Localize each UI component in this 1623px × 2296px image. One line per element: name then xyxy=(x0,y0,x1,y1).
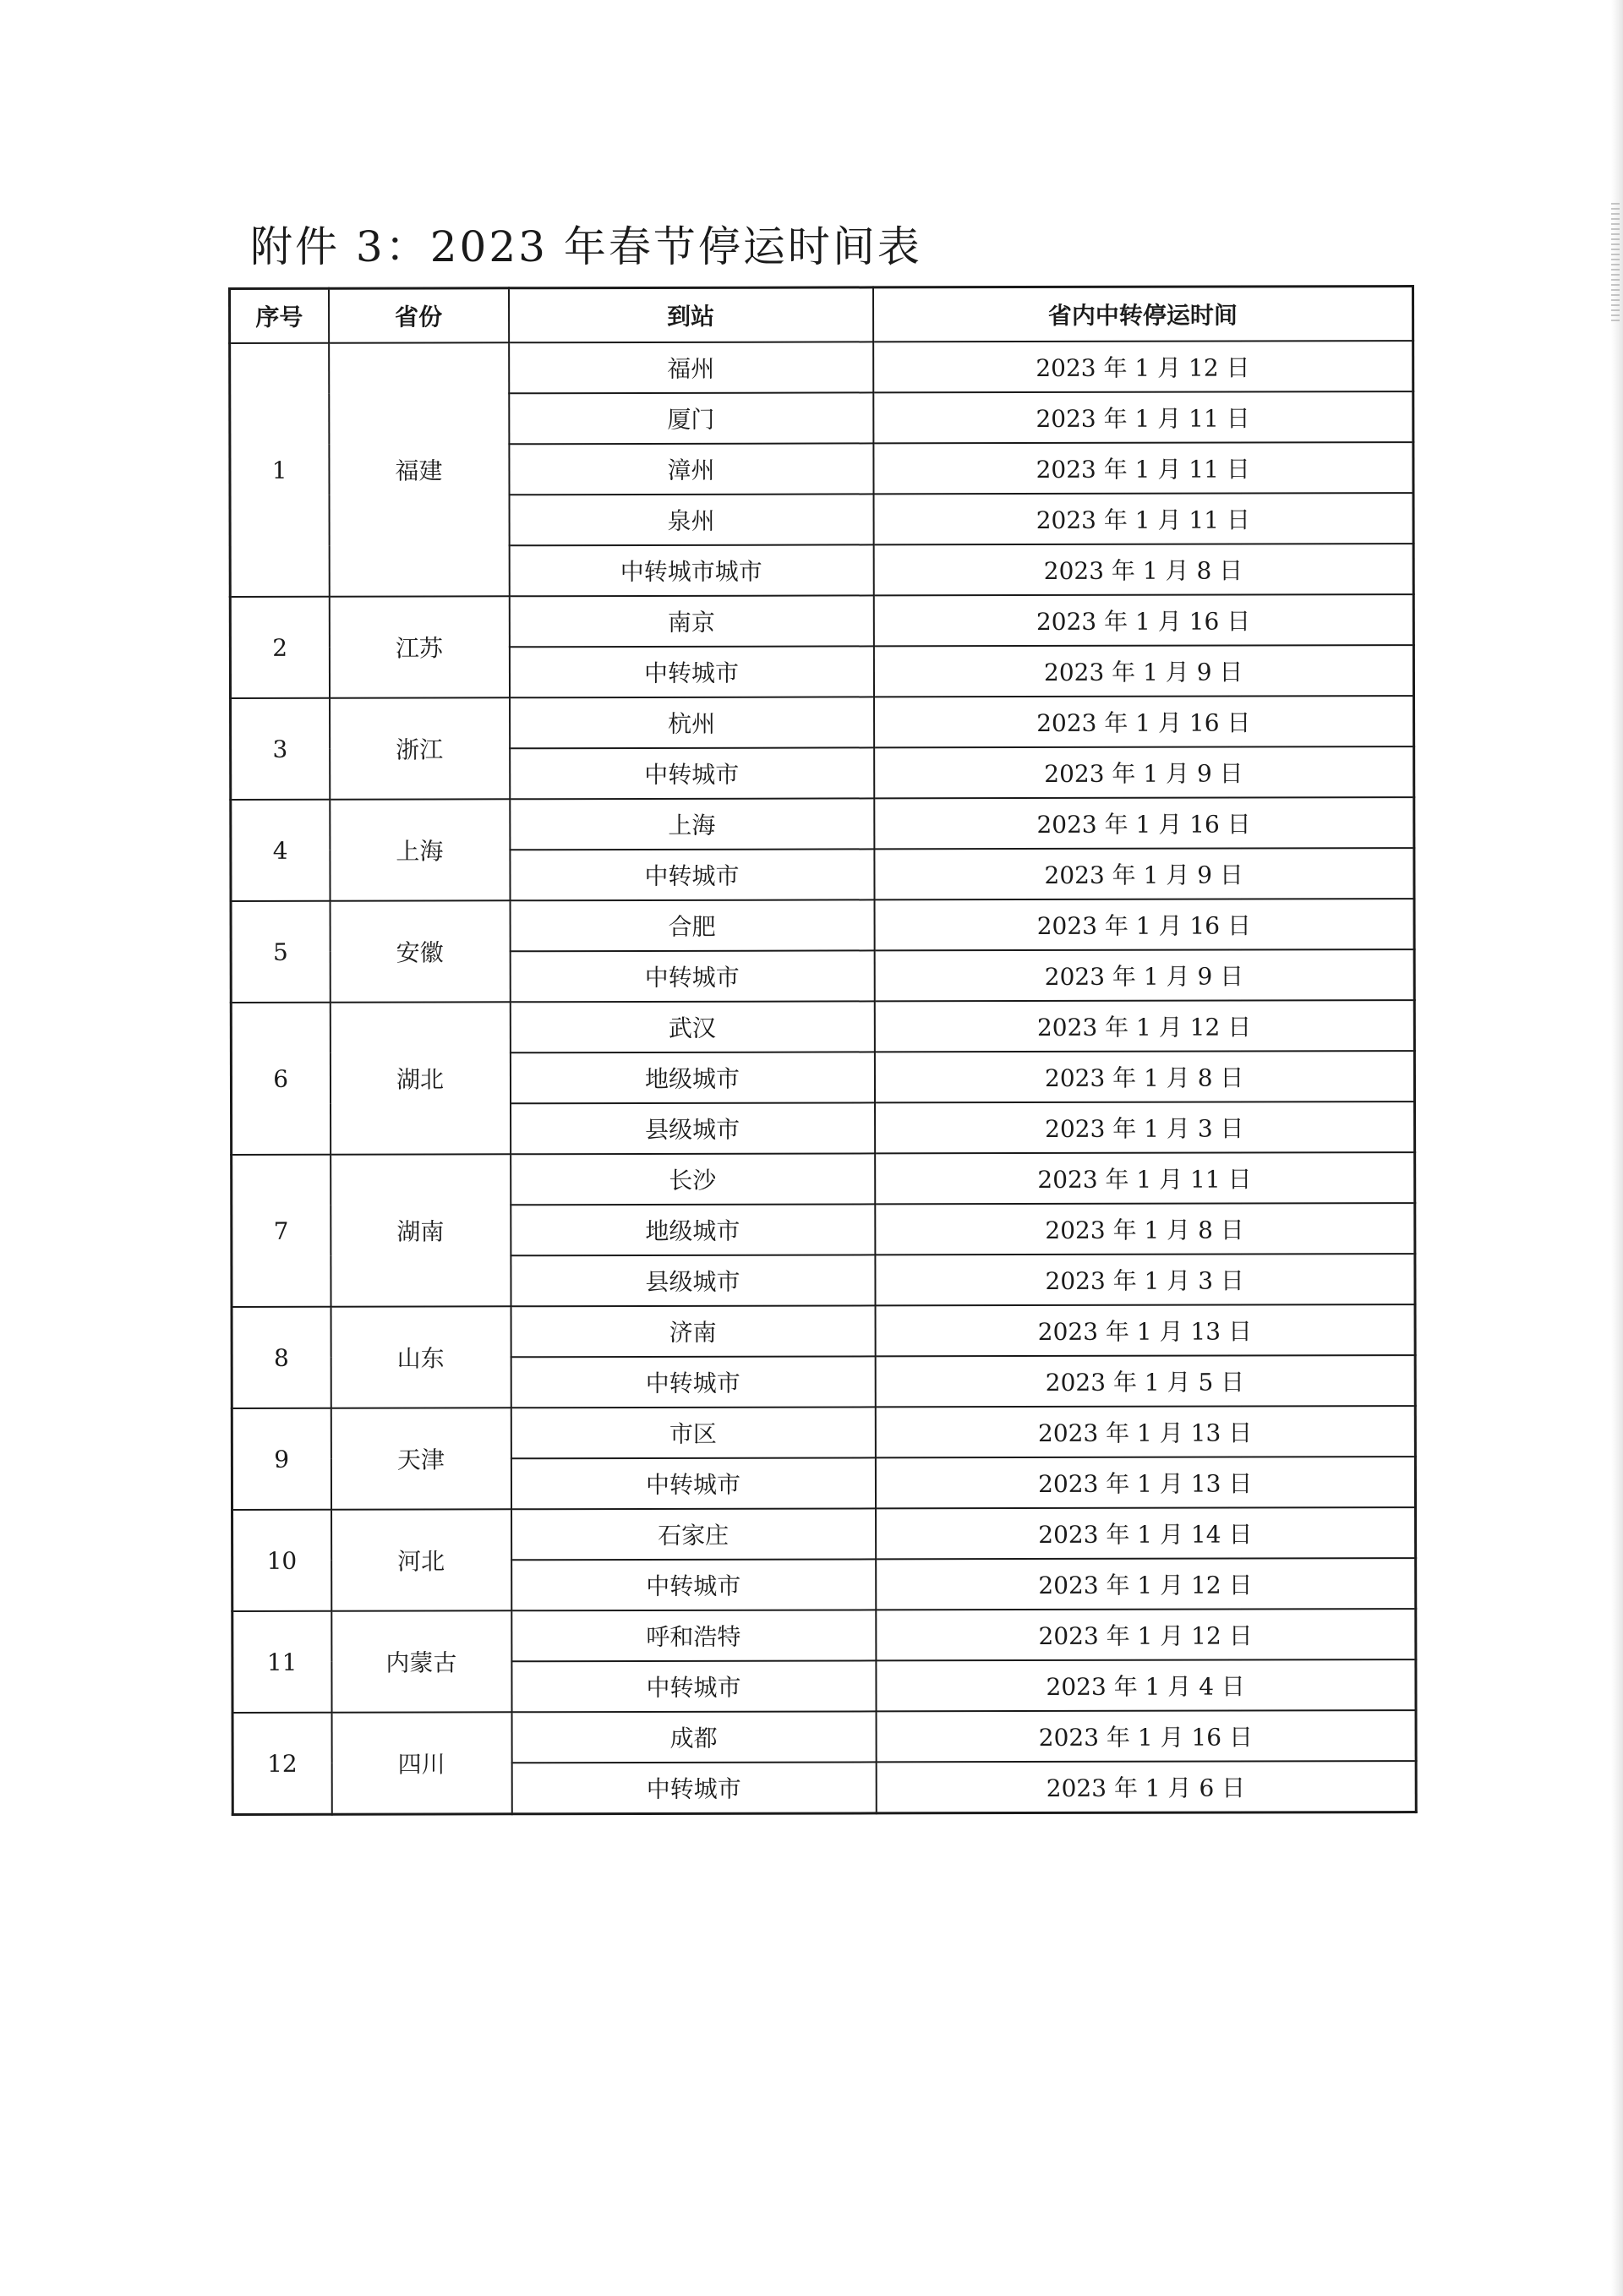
cell-date: 2023 年 1 月 11 日 xyxy=(873,442,1413,494)
cell-seq: 12 xyxy=(232,1713,331,1815)
scan-marks xyxy=(1611,203,1620,321)
cell-station: 石家庄 xyxy=(511,1508,876,1560)
cell-station: 武汉 xyxy=(510,1001,874,1052)
cell-province: 湖南 xyxy=(331,1154,511,1306)
cell-date: 2023 年 1 月 13 日 xyxy=(875,1406,1415,1457)
cell-province: 安徽 xyxy=(330,900,510,1002)
cell-seq: 7 xyxy=(232,1155,331,1307)
cell-date: 2023 年 1 月 11 日 xyxy=(873,493,1413,544)
cell-station: 地级城市 xyxy=(511,1204,875,1255)
header-seq: 序号 xyxy=(230,288,329,343)
cell-date: 2023 年 1 月 8 日 xyxy=(874,1051,1414,1102)
cell-province: 内蒙古 xyxy=(331,1610,511,1712)
table-body xyxy=(230,341,1417,1814)
cell-province: 河北 xyxy=(331,1509,511,1610)
cell-date: 2023 年 1 月 8 日 xyxy=(875,1203,1415,1255)
cell-date: 2023 年 1 月 11 日 xyxy=(873,391,1413,443)
cell-station: 中转城市 xyxy=(511,1660,876,1712)
schedule-table xyxy=(228,285,1418,1816)
table-row xyxy=(232,1609,1416,1662)
table-row xyxy=(231,696,1414,749)
header-station: 到站 xyxy=(509,287,873,342)
header-date: 省内中转停运时间 xyxy=(873,287,1413,342)
cell-date: 2023 年 1 月 16 日 xyxy=(873,594,1413,646)
cell-station: 南京 xyxy=(509,595,873,647)
cell-station: 济南 xyxy=(511,1305,875,1357)
cell-date: 2023 年 1 月 6 日 xyxy=(876,1761,1416,1813)
cell-province: 天津 xyxy=(331,1408,511,1509)
cell-station: 中转城市城市 xyxy=(509,544,873,596)
cell-date: 2023 年 1 月 16 日 xyxy=(874,899,1414,950)
cell-seq: 8 xyxy=(232,1307,331,1408)
cell-station: 中转城市 xyxy=(510,849,874,900)
cell-date: 2023 年 1 月 11 日 xyxy=(875,1152,1415,1204)
cell-province: 江苏 xyxy=(329,596,509,697)
table-row xyxy=(232,1507,1416,1561)
table-row xyxy=(230,341,1413,394)
table-row xyxy=(232,1304,1415,1358)
cell-date: 2023 年 1 月 12 日 xyxy=(876,1558,1416,1610)
cell-date: 2023 年 1 月 3 日 xyxy=(875,1102,1415,1153)
cell-station: 地级城市 xyxy=(510,1052,874,1103)
table-row xyxy=(231,797,1414,850)
cell-station: 县级城市 xyxy=(511,1255,875,1306)
cell-station: 杭州 xyxy=(510,697,874,748)
cell-seq: 2 xyxy=(230,597,329,698)
cell-station: 中转城市 xyxy=(511,1356,875,1408)
cell-province: 湖北 xyxy=(330,1002,510,1154)
cell-station: 上海 xyxy=(510,798,874,850)
cell-date: 2023 年 1 月 9 日 xyxy=(874,746,1414,798)
cell-date: 2023 年 1 月 9 日 xyxy=(874,949,1414,1001)
cell-date: 2023 年 1 月 16 日 xyxy=(874,696,1414,747)
cell-station: 中转城市 xyxy=(510,950,874,1002)
cell-date: 2023 年 1 月 8 日 xyxy=(873,544,1413,595)
cell-province: 四川 xyxy=(331,1712,511,1814)
table-row xyxy=(232,1152,1415,1205)
cell-date: 2023 年 1 月 12 日 xyxy=(874,1000,1414,1052)
cell-date: 2023 年 1 月 16 日 xyxy=(876,1710,1416,1762)
cell-date: 2023 年 1 月 12 日 xyxy=(876,1609,1416,1660)
cell-station: 厦门 xyxy=(509,392,873,444)
cell-station: 合肥 xyxy=(510,899,874,951)
cell-seq: 9 xyxy=(232,1408,331,1510)
cell-province: 浙江 xyxy=(330,697,510,799)
cell-province: 福建 xyxy=(329,342,510,596)
cell-station: 中转城市 xyxy=(511,1559,876,1610)
cell-date: 2023 年 1 月 13 日 xyxy=(875,1304,1415,1356)
cell-province: 上海 xyxy=(330,799,510,900)
header-province: 省份 xyxy=(329,288,509,343)
cell-station: 呼和浩特 xyxy=(511,1610,876,1661)
table-row xyxy=(230,594,1413,648)
cell-seq: 4 xyxy=(231,800,330,901)
cell-date: 2023 年 1 月 3 日 xyxy=(875,1254,1415,1305)
cell-date: 2023 年 1 月 12 日 xyxy=(873,341,1413,392)
table-row xyxy=(231,899,1414,952)
cell-date: 2023 年 1 月 5 日 xyxy=(875,1355,1415,1407)
table-header-row xyxy=(230,287,1413,343)
cell-date: 2023 年 1 月 9 日 xyxy=(873,645,1413,697)
cell-station: 中转城市 xyxy=(511,1457,875,1509)
cell-station: 市区 xyxy=(511,1407,875,1458)
cell-seq: 11 xyxy=(232,1611,331,1713)
cell-station: 成都 xyxy=(511,1711,876,1763)
cell-station: 中转城市 xyxy=(510,747,874,799)
cell-station: 县级城市 xyxy=(511,1102,875,1154)
page-title: 附件 3：2023 年春节停运时间表 xyxy=(250,222,922,271)
cell-date: 2023 年 1 月 4 日 xyxy=(876,1659,1416,1711)
cell-date: 2023 年 1 月 16 日 xyxy=(874,797,1414,849)
cell-province: 山东 xyxy=(331,1306,511,1408)
cell-seq: 6 xyxy=(231,1003,330,1155)
table-row xyxy=(232,1710,1416,1763)
cell-station: 漳州 xyxy=(509,443,873,495)
cell-date: 2023 年 1 月 13 日 xyxy=(875,1457,1415,1508)
cell-station: 长沙 xyxy=(511,1153,875,1205)
cell-seq: 3 xyxy=(231,698,330,800)
cell-seq: 10 xyxy=(232,1510,331,1611)
cell-seq: 1 xyxy=(230,343,330,597)
cell-seq: 5 xyxy=(231,901,330,1003)
cell-station: 泉州 xyxy=(509,494,873,545)
scan-edge xyxy=(1611,0,1623,2296)
cell-date: 2023 年 1 月 9 日 xyxy=(874,848,1414,899)
table-row xyxy=(232,1406,1415,1459)
cell-station: 中转城市 xyxy=(511,1762,876,1813)
cell-station: 中转城市 xyxy=(509,646,873,697)
table-row xyxy=(231,1000,1414,1053)
cell-date: 2023 年 1 月 14 日 xyxy=(876,1507,1416,1559)
cell-station: 福州 xyxy=(509,342,873,393)
